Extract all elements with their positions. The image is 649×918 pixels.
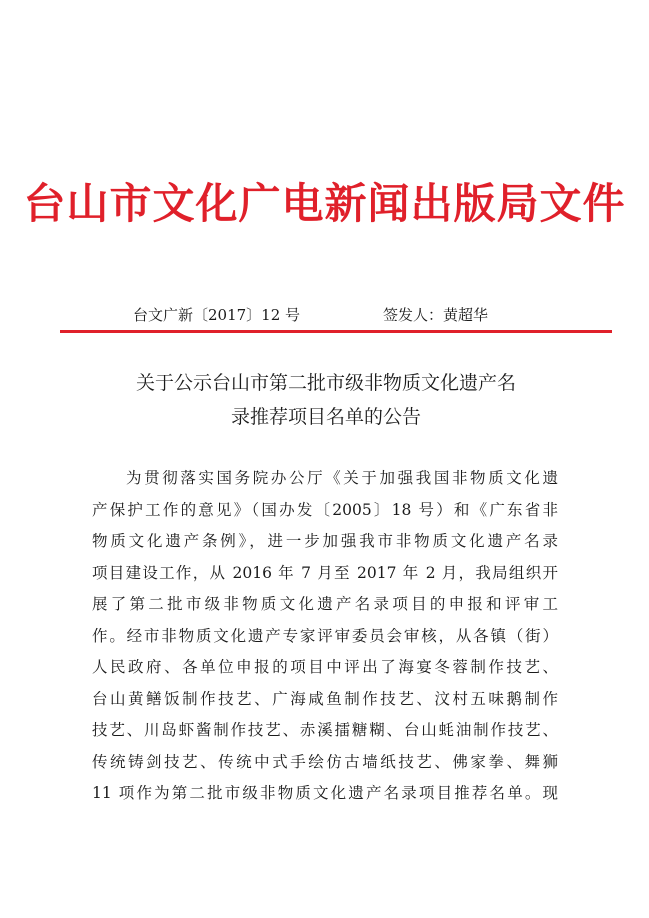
notice-body bbox=[92, 463, 558, 810]
body-line: 为贯彻落实国务院办公厅《关于加强我国非物质文化遗 bbox=[126, 469, 558, 487]
body-line: 产保护工作的意见》（国办发〔2005〕18 号）和《广东省非 bbox=[92, 500, 558, 519]
red-divider-line bbox=[60, 330, 612, 333]
signer-name: 签发人：黄超华 bbox=[383, 306, 489, 324]
body-line: 作。经市非物质文化遗产专家评审委员会审核，从各镇（街） bbox=[92, 626, 558, 645]
reference-line bbox=[0, 304, 649, 328]
notice-title bbox=[60, 366, 592, 434]
notice-title-line: 关于公示台山市第二批市级非物质文化遗产名 bbox=[135, 372, 516, 394]
notice-title-line: 录推荐项目名单的公告 bbox=[230, 406, 421, 428]
body-line: 物质文化遗产条例》，进一步加强我市非物质文化遗产名录 bbox=[92, 532, 558, 550]
body-line: 传统铸剑技艺、传统中式手绘仿古墙纸技艺、佛家拳、舞狮 bbox=[92, 752, 558, 771]
body-line: 技艺、川岛虾酱制作技艺、赤溪擂糖糊、台山蚝油制作技艺、 bbox=[92, 721, 558, 739]
body-line: 展了第二批市级非物质文化遗产名录项目的申报和评审工 bbox=[92, 595, 558, 613]
body-line: 人民政府、各单位申报的项目中评出了海宴冬蓉制作技艺、 bbox=[92, 658, 558, 676]
agency-header-title: 台山市文化广电新闻出版局文件 bbox=[23, 179, 626, 228]
body-line: 11 项作为第二批市级非物质文化遗产名录项目推荐名单。现 bbox=[92, 784, 558, 802]
body-line: 项目建设工作，从 2016 年 7 月至 2017 年 2 月，我局组织开 bbox=[92, 563, 558, 582]
body-line: 台山黄鳝饭制作技艺、广海咸鱼制作技艺、汶村五味鹅制作 bbox=[92, 689, 558, 708]
document-number: 台文广新〔2017〕12 号 bbox=[133, 306, 301, 324]
